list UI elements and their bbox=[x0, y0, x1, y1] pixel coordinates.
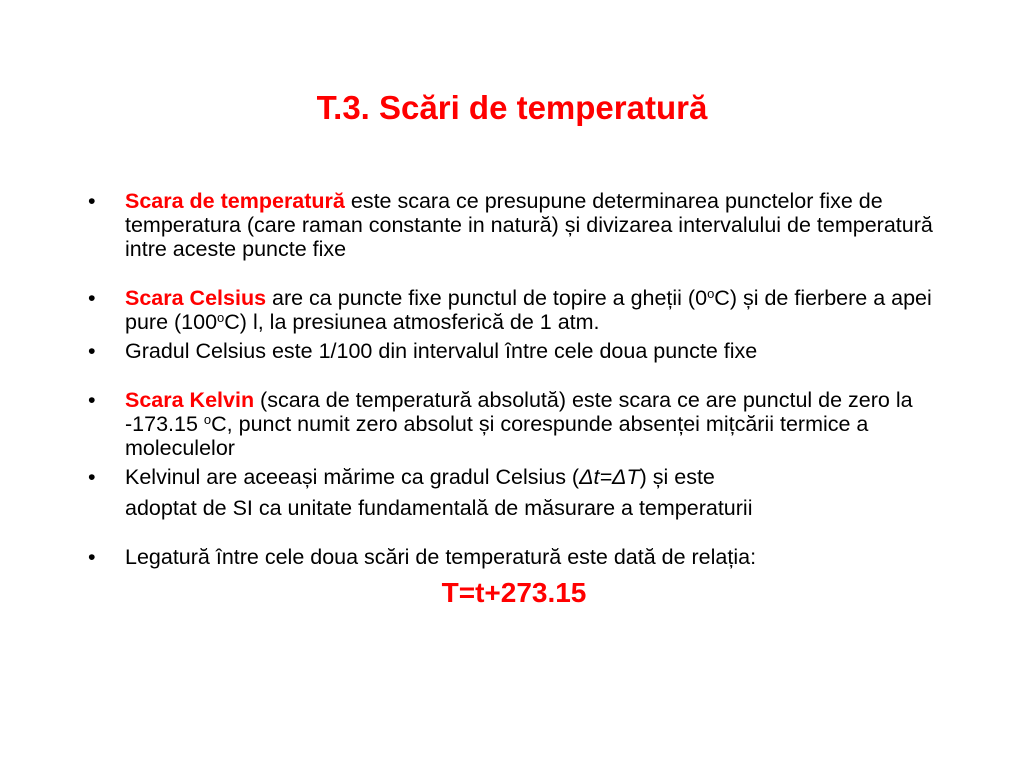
item-text: are ca puncte fixe punctul de topire a gheții (0 bbox=[266, 286, 708, 310]
slide-content bbox=[88, 189, 968, 610]
slide-title: T.3. Scări de temperatură bbox=[316, 89, 708, 126]
kelvinul-continuation: adoptat de SI ca unitate fundamentală de măsurare a temperaturii bbox=[125, 496, 753, 520]
bullet-item-gradul-celsius bbox=[88, 339, 968, 363]
term-scara-kelvin: Scara Kelvin bbox=[125, 388, 255, 412]
item-text: Gradul Celsius este 1/100 din intervalul între cele doua puncte fixe bbox=[125, 339, 758, 363]
bullet-icon: • bbox=[88, 286, 96, 310]
bullet-item-scara-kelvin bbox=[88, 388, 968, 460]
item-text: Legatură între cele doua scări de temperatură este dată de relația: bbox=[125, 545, 757, 569]
bullet-item-kelvinul bbox=[88, 465, 968, 489]
delta-equation: Δt=ΔT bbox=[579, 465, 640, 489]
item-text: (scara de temperatură absolută) este scara ce are punctul de zero la -173.15 bbox=[125, 388, 913, 436]
bullet-item-legatura bbox=[88, 545, 968, 569]
bullet-icon: • bbox=[88, 189, 96, 213]
bullet-icon: • bbox=[88, 465, 96, 489]
term-scara-celsius: Scara Celsius bbox=[125, 286, 267, 310]
degree-superscript: o bbox=[707, 286, 715, 301]
item-text: ) și este bbox=[639, 465, 715, 489]
conversion-formula: T=t+273.15 bbox=[441, 577, 587, 608]
item-text: C) și de fierbere a apei pure (100 bbox=[125, 286, 932, 334]
item-text: C) l, la presiunea atmosferică de 1 atm. bbox=[224, 310, 600, 334]
item-text: Kelvinul are aceeași mărime ca gradul Celsius ( bbox=[125, 465, 580, 489]
degree-superscript: o bbox=[217, 310, 225, 325]
bullet-icon: • bbox=[88, 545, 96, 569]
bullet-item-scara-temperatura bbox=[88, 189, 968, 261]
item-text: este scara ce presupune determinarea punctelor fixe de temperatura (care raman constante in natură) și divizarea intervalului de temperatură intre aceste puncte fixe bbox=[125, 189, 933, 261]
term-scara-temperatura: Scara de temperatură bbox=[125, 189, 345, 213]
bullet-item-scara-celsius bbox=[88, 286, 968, 334]
degree-superscript: o bbox=[203, 412, 212, 427]
item-text: C, punct numit zero absolut și corespunde absenței mițcării termice a moleculelor bbox=[125, 412, 869, 460]
bullet-icon: • bbox=[88, 388, 96, 412]
bullet-icon: • bbox=[88, 339, 96, 363]
